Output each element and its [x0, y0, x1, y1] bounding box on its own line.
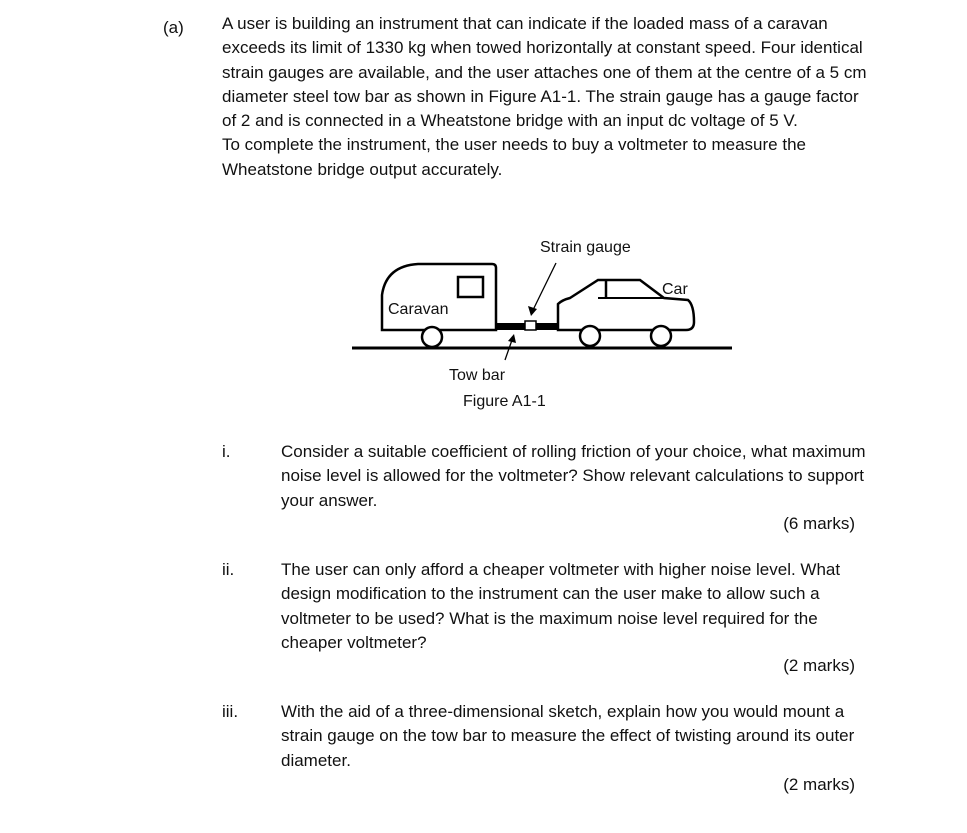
tow-bar-arrow [505, 340, 512, 360]
part-label: (a) [163, 18, 184, 37]
tow-bar-arrowhead [508, 334, 516, 343]
question-3-number: iii. [222, 702, 239, 721]
intro-paragraph-1: A user is building an instrument that can indicate if the loaded mass of a caravan exceeds its limit of 1330 kg when towed horizontally at constant speed. Four identical strain gauges are available, and the user attaches one of them at the centre of a 5 cm diameter steel tow bar as shown in Figure A1-1. The strain gauge has a gauge factor of 2 and is connected in a Wheatstone bridge with an input dc voltage of 5 V. [222, 14, 867, 131]
question-3-text: With the aid of a three-dimensional sketch, explain how you would mount a strain gauge on the tow bar to measure the effect of twisting around its outer diameter. [281, 702, 855, 770]
question-1-number: i. [222, 442, 231, 461]
question-3-marks: (2 marks) [783, 775, 855, 794]
strain-gauge-arrow [533, 263, 556, 310]
strain-gauge-arrowhead [528, 306, 537, 316]
question-2-marks: (2 marks) [783, 656, 855, 675]
question-1-text: Consider a suitable coefficient of rolling friction of your choice, what maximum noise level is allowed for the voltmeter? Show relevant calculations to support your answer. [281, 442, 866, 510]
figure-caption: Figure A1-1 [463, 393, 546, 410]
question-2-number: ii. [222, 560, 235, 579]
caravan-label: Caravan [388, 301, 449, 318]
question-2-text: The user can only afford a cheaper voltmeter with higher noise level. What design modification to the instrument can the user make to allow such a voltmeter to be used? What is the maximum noise level required for the cheaper voltmeter? [281, 560, 841, 652]
tow-bar-label: Tow bar [449, 367, 506, 384]
caravan-window [458, 277, 483, 297]
car-label: Car [662, 281, 688, 298]
strain-gauge-label: Strain gauge [540, 239, 631, 256]
intro-text [222, 12, 872, 182]
caravan-wheel [422, 327, 442, 347]
car-front-wheel [580, 326, 600, 346]
strain-gauge-mark [525, 321, 536, 330]
car-rear-wheel [651, 326, 671, 346]
intro-paragraph-2: To complete the instrument, the user needs to buy a voltmeter to measure the Wheatstone bridge output accurately. [222, 135, 806, 179]
figure-a1-1 [340, 228, 750, 388]
question-1-marks: (6 marks) [783, 514, 855, 533]
